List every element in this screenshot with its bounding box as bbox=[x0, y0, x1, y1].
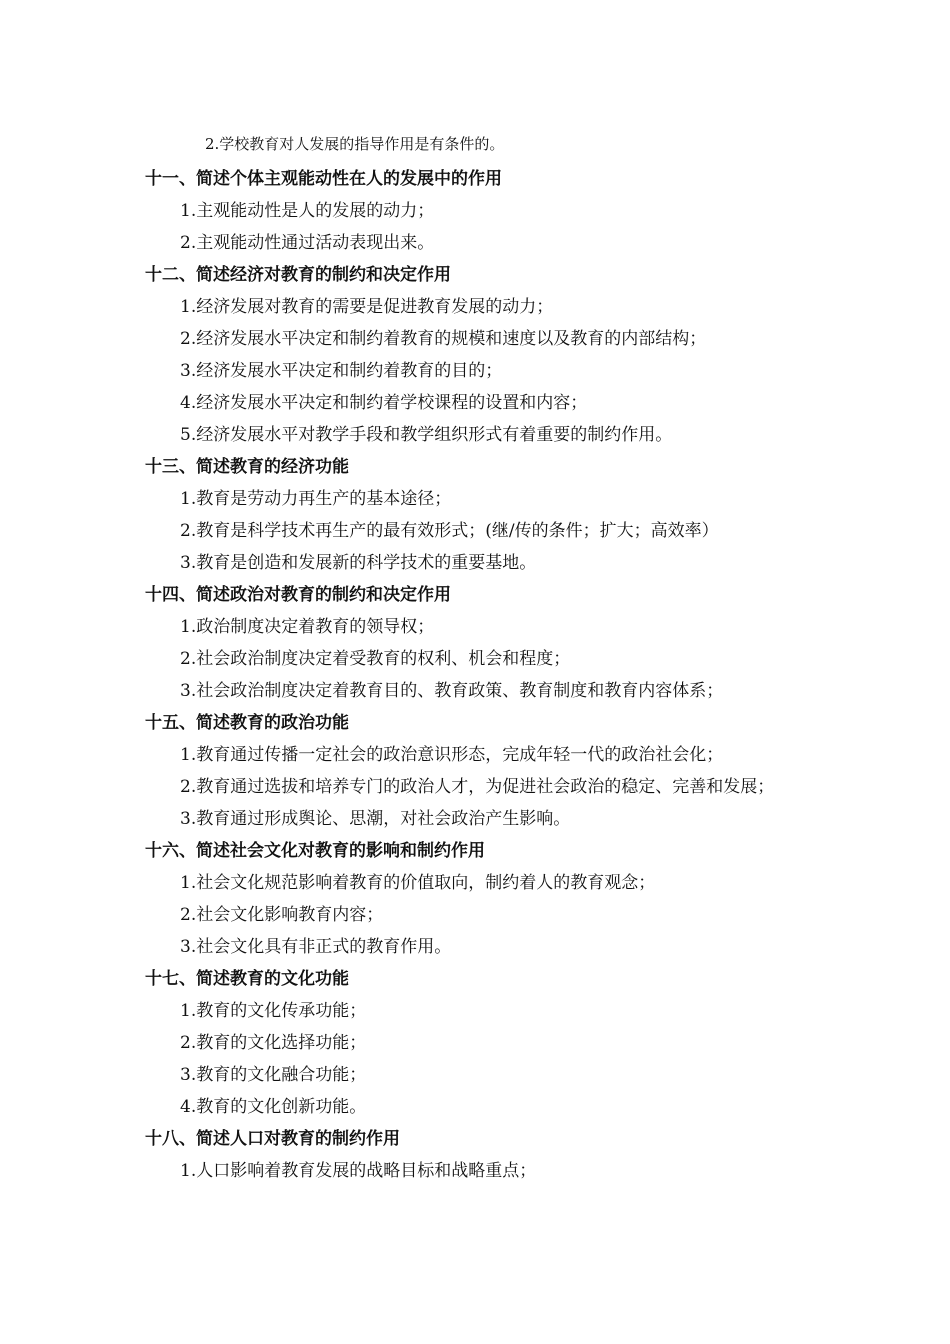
lead-item: 2.学校教育对人发展的指导作用是有条件的。 bbox=[205, 135, 505, 153]
section-heading: 十一、简述个体主观能动性在人的发展中的作用 bbox=[145, 169, 502, 189]
section-heading: 十七、简述教育的文化功能 bbox=[145, 969, 349, 989]
list-item: 1.政治制度决定着教育的领导权； bbox=[180, 617, 435, 637]
list-item: 2.社会文化影响教育内容； bbox=[180, 905, 384, 925]
section-heading: 十二、简述经济对教育的制约和决定作用 bbox=[145, 265, 451, 285]
list-item: 5.经济发展水平对教学手段和教学组织形式有着重要的制约作用。 bbox=[180, 425, 673, 445]
list-item: 2.社会政治制度决定着受教育的权利、机会和程度； bbox=[180, 649, 571, 669]
list-item: 4.经济发展水平决定和制约着学校课程的设置和内容； bbox=[180, 393, 588, 413]
list-item: 1.社会文化规范影响着教育的价值取向，制约着人的教育观念； bbox=[180, 873, 656, 893]
section-heading: 十八、简述人口对教育的制约作用 bbox=[145, 1129, 400, 1149]
list-item: 3.社会文化具有非正式的教育作用。 bbox=[180, 937, 452, 957]
section-heading: 十六、简述社会文化对教育的影响和制约作用 bbox=[145, 841, 485, 861]
list-item: 2.教育的文化选择功能； bbox=[180, 1033, 367, 1053]
list-item: 1.人口影响着教育发展的战略目标和战略重点； bbox=[180, 1161, 537, 1181]
list-item: 2.教育是科学技术再生产的最有效形式；(继/传的条件；扩大；高效率） bbox=[180, 521, 719, 541]
list-item: 3.教育通过形成舆论、思潮，对社会政治产生影响。 bbox=[180, 809, 571, 829]
list-item: 1.经济发展对教育的需要是促进教育发展的动力； bbox=[180, 297, 554, 317]
list-item: 3.教育是创造和发展新的科学技术的重要基地。 bbox=[180, 553, 537, 573]
list-item: 2.教育通过选拔和培养专门的政治人才，为促进社会政治的稳定、完善和发展； bbox=[180, 777, 775, 797]
document-content bbox=[145, 163, 810, 1187]
list-item: 3.社会政治制度决定着教育目的、教育政策、教育制度和教育内容体系； bbox=[180, 681, 724, 701]
list-item: 4.教育的文化创新功能。 bbox=[180, 1097, 367, 1117]
list-item: 1.教育的文化传承功能； bbox=[180, 1001, 367, 1021]
list-item: 1.教育是劳动力再生产的基本途径； bbox=[180, 489, 452, 509]
list-item: 3.教育的文化融合功能； bbox=[180, 1065, 367, 1085]
list-item: 2.经济发展水平决定和制约着教育的规模和速度以及教育的内部结构； bbox=[180, 329, 707, 349]
section-heading: 十五、简述教育的政治功能 bbox=[145, 713, 349, 733]
section-heading: 十三、简述教育的经济功能 bbox=[145, 457, 349, 477]
list-item: 2.主观能动性通过活动表现出来。 bbox=[180, 233, 435, 253]
list-item: 1.主观能动性是人的发展的动力； bbox=[180, 201, 435, 221]
list-item: 3.经济发展水平决定和制约着教育的目的； bbox=[180, 361, 503, 381]
section-heading: 十四、简述政治对教育的制约和决定作用 bbox=[145, 585, 451, 605]
list-item: 1.教育通过传播一定社会的政治意识形态，完成年轻一代的政治社会化； bbox=[180, 745, 724, 765]
